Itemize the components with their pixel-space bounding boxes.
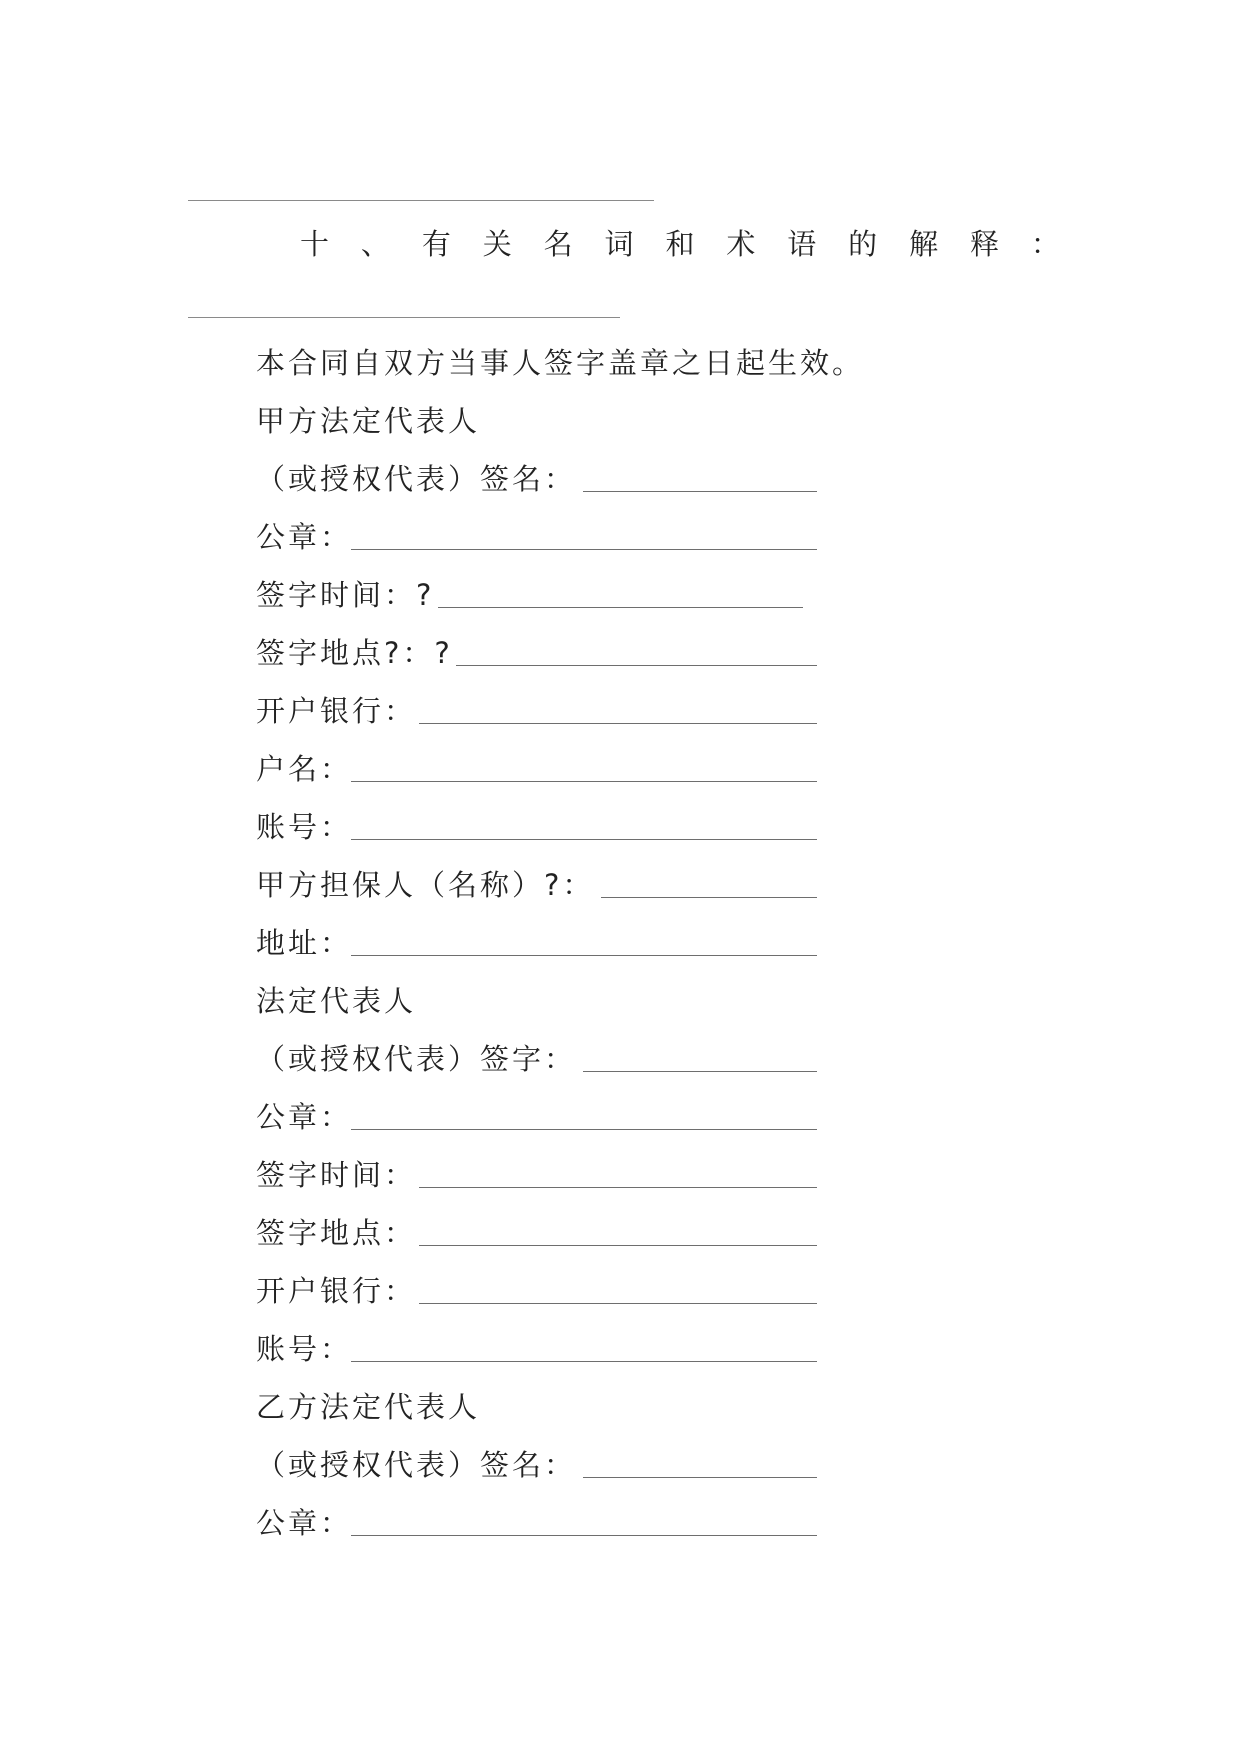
party-a-seal-blank[interactable] (351, 549, 817, 550)
section-heading (300, 222, 1060, 266)
effective-clause-text: 本合同自双方当事人签字盖章之日起生效。 (256, 346, 865, 380)
guarantor-account-no-line (256, 1327, 352, 1371)
guarantor-seal-line (256, 1095, 352, 1139)
heading-char: 释 (969, 227, 999, 261)
guarantor-address-blank[interactable] (351, 955, 817, 956)
party-a-rep-heading-text: 甲方法定代表人 (256, 404, 481, 438)
party-a-account-name-line (256, 747, 352, 791)
party-a-bank-line (256, 689, 416, 733)
party-a-signature-blank[interactable] (583, 491, 817, 492)
guarantor-seal-blank[interactable] (351, 1129, 817, 1130)
guarantor-sign-time-line (256, 1153, 416, 1197)
party-b-rep-heading-text: 乙方法定代表人 (256, 1390, 481, 1424)
party-b-signature-blank[interactable] (583, 1477, 817, 1478)
guarantor-account-no-label: 账号： (256, 1332, 353, 1366)
guarantor-sign-time-label: 签字时间： (256, 1158, 417, 1192)
party-a-signature-line (256, 457, 576, 501)
party-a-bank-blank[interactable] (419, 723, 817, 724)
guarantor-signature-label: （或授权代表）签字： (256, 1042, 577, 1076)
guarantor-seal-label: 公章： (256, 1100, 353, 1134)
heading-char: 解 (909, 227, 939, 261)
party-a-rep-heading (256, 399, 480, 443)
party-a-signature-label: （或授权代表）签名： (256, 462, 577, 496)
guarantor-signature-blank[interactable] (583, 1071, 817, 1072)
heading-char: 术 (726, 227, 756, 261)
heading-char: 名 (543, 227, 573, 261)
party-a-sign-place-label: 签字地点?：? (256, 636, 453, 670)
party-b-signature-line (256, 1443, 576, 1487)
heading-char: 和 (665, 227, 695, 261)
guarantor-signature-line (256, 1037, 576, 1081)
guarantor-rep-heading (256, 979, 416, 1023)
party-b-rep-heading (256, 1385, 480, 1429)
heading-char: 有 (421, 227, 451, 261)
heading-char: 词 (604, 227, 634, 261)
party-a-sign-place-line (256, 631, 453, 675)
guarantor-account-no-blank[interactable] (351, 1361, 817, 1362)
guarantor-sign-time-blank[interactable] (419, 1187, 817, 1188)
blank-rule-top (188, 200, 654, 201)
party-a-seal-label: 公章： (256, 520, 353, 554)
party-a-account-no-line (256, 805, 352, 849)
guarantor-bank-label: 开户银行： (256, 1274, 417, 1308)
guarantor-bank-blank[interactable] (419, 1303, 817, 1304)
heading-char: 语 (787, 227, 817, 261)
effective-clause (256, 341, 864, 385)
party-b-signature-label: （或授权代表）签名： (256, 1448, 577, 1482)
party-a-sign-time-label: 签字时间：? (256, 578, 435, 612)
heading-char: 的 (848, 227, 878, 261)
party-a-account-name-label: 户名： (256, 752, 353, 786)
guarantor-address-label: 地址： (256, 926, 353, 960)
guarantor-address-line (256, 921, 352, 965)
guarantor-sign-place-blank[interactable] (419, 1245, 817, 1246)
guarantor-name-blank[interactable] (601, 897, 817, 898)
party-b-seal-blank[interactable] (351, 1535, 817, 1536)
guarantor-sign-place-line (256, 1211, 416, 1255)
heading-char: 、 (360, 227, 390, 261)
guarantor-bank-line (256, 1269, 416, 1313)
party-a-sign-place-blank[interactable] (456, 665, 817, 666)
guarantor-name-line (256, 863, 594, 907)
party-b-seal-label: 公章： (256, 1506, 353, 1540)
party-a-sign-time-blank[interactable] (438, 607, 803, 608)
party-a-account-no-blank[interactable] (351, 839, 817, 840)
guarantor-sign-place-label: 签字地点： (256, 1216, 417, 1250)
guarantor-rep-heading-text: 法定代表人 (256, 984, 417, 1018)
guarantor-name-label: 甲方担保人（名称）?： (256, 868, 595, 902)
party-a-account-name-blank[interactable] (351, 781, 817, 782)
party-a-bank-label: 开户银行： (256, 694, 417, 728)
party-a-seal-line (256, 515, 352, 559)
party-a-account-no-label: 账号： (256, 810, 353, 844)
party-a-sign-time-line (256, 573, 434, 617)
heading-char: 十 (300, 227, 330, 261)
heading-char: ： (1030, 227, 1060, 261)
party-b-seal-line (256, 1501, 352, 1545)
blank-rule-bottom (188, 317, 620, 318)
heading-char: 关 (482, 227, 512, 261)
